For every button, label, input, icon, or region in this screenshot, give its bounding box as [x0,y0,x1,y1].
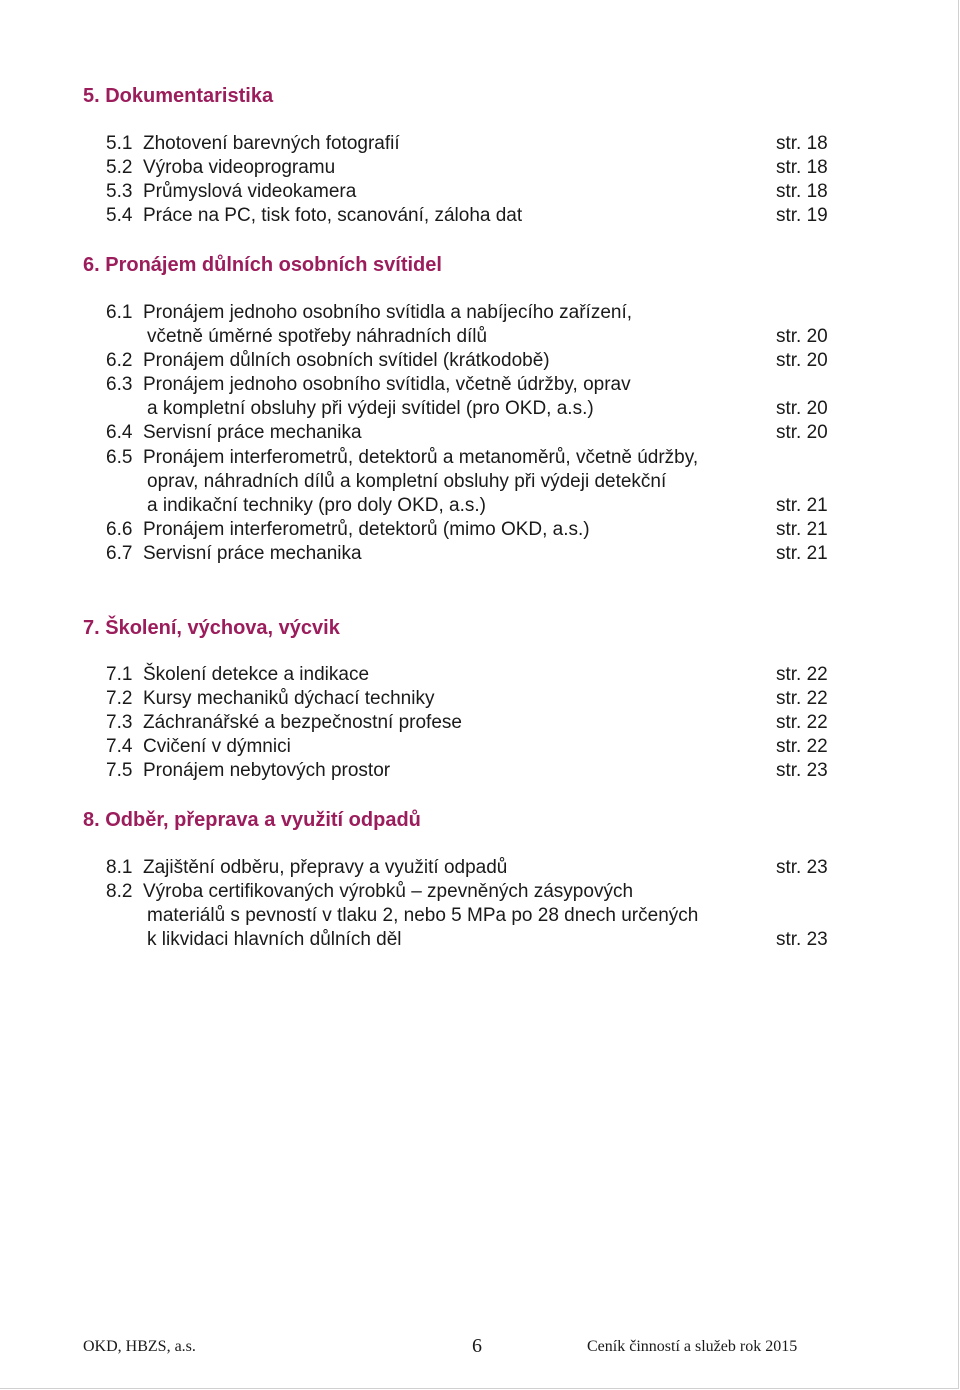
entry-number: 6.4 [106,422,133,443]
entry-text: Práce na PC, tisk foto, scanování, záloha dat [142,205,523,226]
entry-text: Pronájem důlních osobních svítidel (krátkodobě) [142,350,550,371]
entry-text: Pronájem interferometrů, detektorů (mimo OKD, a.s.) [142,519,590,540]
entry-number: 6.2 [106,350,133,371]
entry-number: 6.5 [106,447,133,468]
footer-document-title: Ceník činností a služeb rok 2015 [587,1338,798,1355]
toc-entry-6-5-continuation-1: oprav, náhradních dílů a kompletní obsluhy při výdeji detekční [147,471,667,492]
page-ref-5-4: str. 19 [776,205,828,226]
page-ref-7-2: str. 22 [776,688,828,709]
page-ref-6-7: str. 21 [776,543,828,564]
entry-text: Záchranářské a bezpečnostní profese [142,712,462,733]
toc-entry-8-2 [106,880,633,904]
page-ref-7-3: str. 22 [776,712,828,733]
toc-entry-5-3 [106,180,356,204]
section-5-heading: 5. Dokumentaristika [83,85,274,107]
page-ref-5-2: str. 18 [776,157,828,178]
page-ref-6-5: str. 21 [776,495,828,516]
entry-text: Průmyslová videokamera [142,181,357,202]
page-ref-7-4: str. 22 [776,736,828,757]
page-ref-7-5: str. 23 [776,760,828,781]
entry-text: Pronájem interferometrů, detektorů a metanoměrů, včetně údržby, [142,447,699,468]
toc-entry-6-5-continuation-2: a indikační techniky (pro doly OKD, a.s.) [147,495,486,516]
entry-number: 7.4 [106,736,133,757]
entry-number: 7.5 [106,760,133,781]
entry-text: Servisní práce mechanika [142,543,362,564]
entry-number: 6.1 [106,302,133,323]
entry-text: Pronájem jednoho osobního svítidla a nabíjecího zařízení, [142,302,633,323]
entry-text: Servisní práce mechanika [142,422,362,443]
page-ref-6-3: str. 20 [776,398,828,419]
toc-entry-6-3-continuation: a kompletní obsluhy při výdeji svítidel (pro OKD, a.s.) [147,398,594,419]
toc-entry-8-1 [106,856,507,880]
entry-number: 5.4 [106,205,133,226]
entry-number: 5.3 [106,181,133,202]
toc-entry-5-4 [106,204,522,228]
toc-entry-6-6 [106,518,590,542]
section-6-heading: 6. Pronájem důlních osobních svítidel [83,254,442,276]
footer-company: OKD, HBZS, a.s. [83,1338,196,1355]
entry-text: Kursy mechaniků dýchací techniky [142,688,435,709]
toc-entry-6-7 [106,542,362,566]
entry-text: Cvičení v dýmnici [142,736,291,757]
toc-entry-6-4 [106,421,362,445]
section-8-heading: 8. Odběr, přeprava a využití odpadů [83,809,421,831]
page-ref-5-1: str. 18 [776,133,828,154]
toc-entry-7-2 [106,687,434,711]
section-7-heading: 7. Školení, výchova, výcvik [83,617,340,639]
page-ref-6-1: str. 20 [776,326,828,347]
toc-entry-6-5 [106,446,698,470]
toc-entry-6-2 [106,349,550,373]
page-ref-8-1: str. 23 [776,857,828,878]
page-ref-5-3: str. 18 [776,181,828,202]
entry-text: Školení detekce a indikace [142,664,370,685]
entry-number: 7.3 [106,712,133,733]
entry-number: 7.1 [106,664,133,685]
entry-number: 8.1 [106,857,133,878]
entry-number: 6.7 [106,543,133,564]
toc-entry-6-1 [106,301,632,325]
entry-number: 6.3 [106,374,133,395]
entry-text: Pronájem nebytových prostor [142,760,391,781]
entry-number: 5.2 [106,157,133,178]
entry-text: Výroba videoprogramu [142,157,336,178]
toc-entry-5-2 [106,156,335,180]
toc-entry-6-3 [106,373,631,397]
page-ref-6-4: str. 20 [776,422,828,443]
footer-page-number: 6 [472,1335,482,1357]
toc-entry-8-2-continuation-1: materiálů s pevností v tlaku 2, nebo 5 MPa po 28 dnech určených [147,905,699,926]
toc-entry-7-4 [106,735,291,759]
entry-text: Výroba certifikovaných výrobků – zpevněných zásypových [142,881,634,902]
entry-number: 6.6 [106,519,133,540]
entry-text: Zajištění odběru, přepravy a využití odpadů [142,857,508,878]
entry-number: 7.2 [106,688,133,709]
toc-entry-5-1 [106,132,400,156]
toc-entry-7-3 [106,711,462,735]
toc-entry-8-2-continuation-2: k likvidaci hlavních důlních děl [147,929,402,950]
toc-entry-7-1 [106,663,369,687]
entry-text: Zhotovení barevných fotografií [142,133,400,154]
page-ref-6-2: str. 20 [776,350,828,371]
entry-number: 8.2 [106,881,133,902]
toc-entry-6-1-continuation: včetně úměrné spotřeby náhradních dílů [147,326,488,347]
page-ref-7-1: str. 22 [776,664,828,685]
entry-text: Pronájem jednoho osobního svítidla, včetně údržby, oprav [142,374,631,395]
entry-number: 5.1 [106,133,133,154]
page-ref-8-2: str. 23 [776,929,828,950]
page-ref-6-6: str. 21 [776,519,828,540]
toc-entry-7-5 [106,759,390,783]
